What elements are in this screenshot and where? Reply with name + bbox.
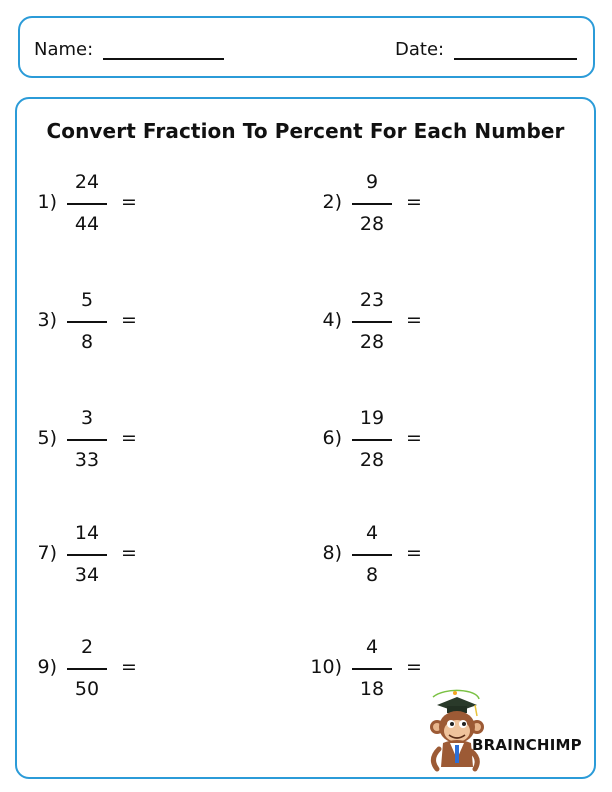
equals-sign: = [406, 191, 422, 213]
problem-number: 9) [37, 656, 57, 678]
fraction [352, 405, 392, 473]
fraction [67, 634, 107, 702]
equals-sign: = [121, 309, 137, 331]
fraction-bar [67, 203, 107, 205]
fraction-bar [67, 668, 107, 670]
fraction-bar [352, 439, 392, 441]
name-label: Name: [34, 39, 94, 60]
fraction [352, 287, 392, 355]
denominator: 28 [359, 331, 385, 353]
numerator: 23 [359, 289, 385, 311]
fraction [352, 634, 392, 702]
problem-number: 3) [37, 309, 57, 331]
problem-number: 10) [310, 656, 342, 678]
date-label: Date: [395, 39, 445, 60]
problem-6 [302, 405, 442, 475]
equals-sign: = [406, 309, 422, 331]
problem-7 [17, 520, 157, 590]
equals-sign: = [121, 656, 137, 678]
denominator: 28 [359, 213, 385, 235]
fraction [67, 405, 107, 473]
problem-number: 6) [322, 427, 342, 449]
denominator: 8 [365, 564, 379, 586]
fraction [352, 520, 392, 588]
problem-number: 8) [322, 542, 342, 564]
fraction [352, 169, 392, 237]
equals-sign: = [406, 427, 422, 449]
chimp-graduate-icon [419, 689, 589, 773]
numerator: 9 [365, 171, 379, 193]
numerator: 4 [365, 522, 379, 544]
denominator: 34 [74, 564, 100, 586]
numerator: 5 [80, 289, 94, 311]
problem-number: 1) [37, 191, 57, 213]
problem-3 [17, 287, 157, 357]
date-blank-line[interactable] [454, 42, 577, 60]
equals-sign: = [406, 656, 422, 678]
denominator: 8 [80, 331, 94, 353]
fraction-bar [67, 439, 107, 441]
problem-number: 7) [37, 542, 57, 564]
fraction [67, 169, 107, 237]
fraction [67, 287, 107, 355]
date-field[interactable] [395, 39, 577, 60]
problem-9 [17, 634, 157, 704]
worksheet-title: Convert Fraction To Percent For Each Number [46, 119, 565, 143]
brand-name: BRAINCHIMP [472, 736, 582, 754]
fraction-bar [352, 203, 392, 205]
denominator: 50 [74, 678, 100, 700]
fraction-bar [67, 554, 107, 556]
numerator: 24 [74, 171, 100, 193]
problem-4 [302, 287, 442, 357]
numerator: 4 [365, 636, 379, 658]
problem-1 [17, 169, 157, 239]
problem-2 [302, 169, 442, 239]
worksheet-box [15, 97, 596, 779]
problem-number: 5) [37, 427, 57, 449]
fraction-bar [352, 554, 392, 556]
problem-number: 4) [322, 309, 342, 331]
denominator: 33 [74, 449, 100, 471]
name-field[interactable] [34, 39, 224, 60]
fraction-bar [352, 668, 392, 670]
problem-number: 2) [322, 191, 342, 213]
denominator: 44 [74, 213, 100, 235]
problem-8 [302, 520, 442, 590]
fraction [67, 520, 107, 588]
numerator: 14 [74, 522, 100, 544]
equals-sign: = [121, 427, 137, 449]
numerator: 2 [80, 636, 94, 658]
equals-sign: = [121, 542, 137, 564]
numerator: 3 [80, 407, 94, 429]
equals-sign: = [406, 542, 422, 564]
header-box [18, 16, 595, 78]
problem-5 [17, 405, 157, 475]
denominator: 18 [359, 678, 385, 700]
equals-sign: = [121, 191, 137, 213]
name-blank-line[interactable] [103, 42, 224, 60]
numerator: 19 [359, 407, 385, 429]
fraction-bar [352, 321, 392, 323]
fraction-bar [67, 321, 107, 323]
denominator: 28 [359, 449, 385, 471]
